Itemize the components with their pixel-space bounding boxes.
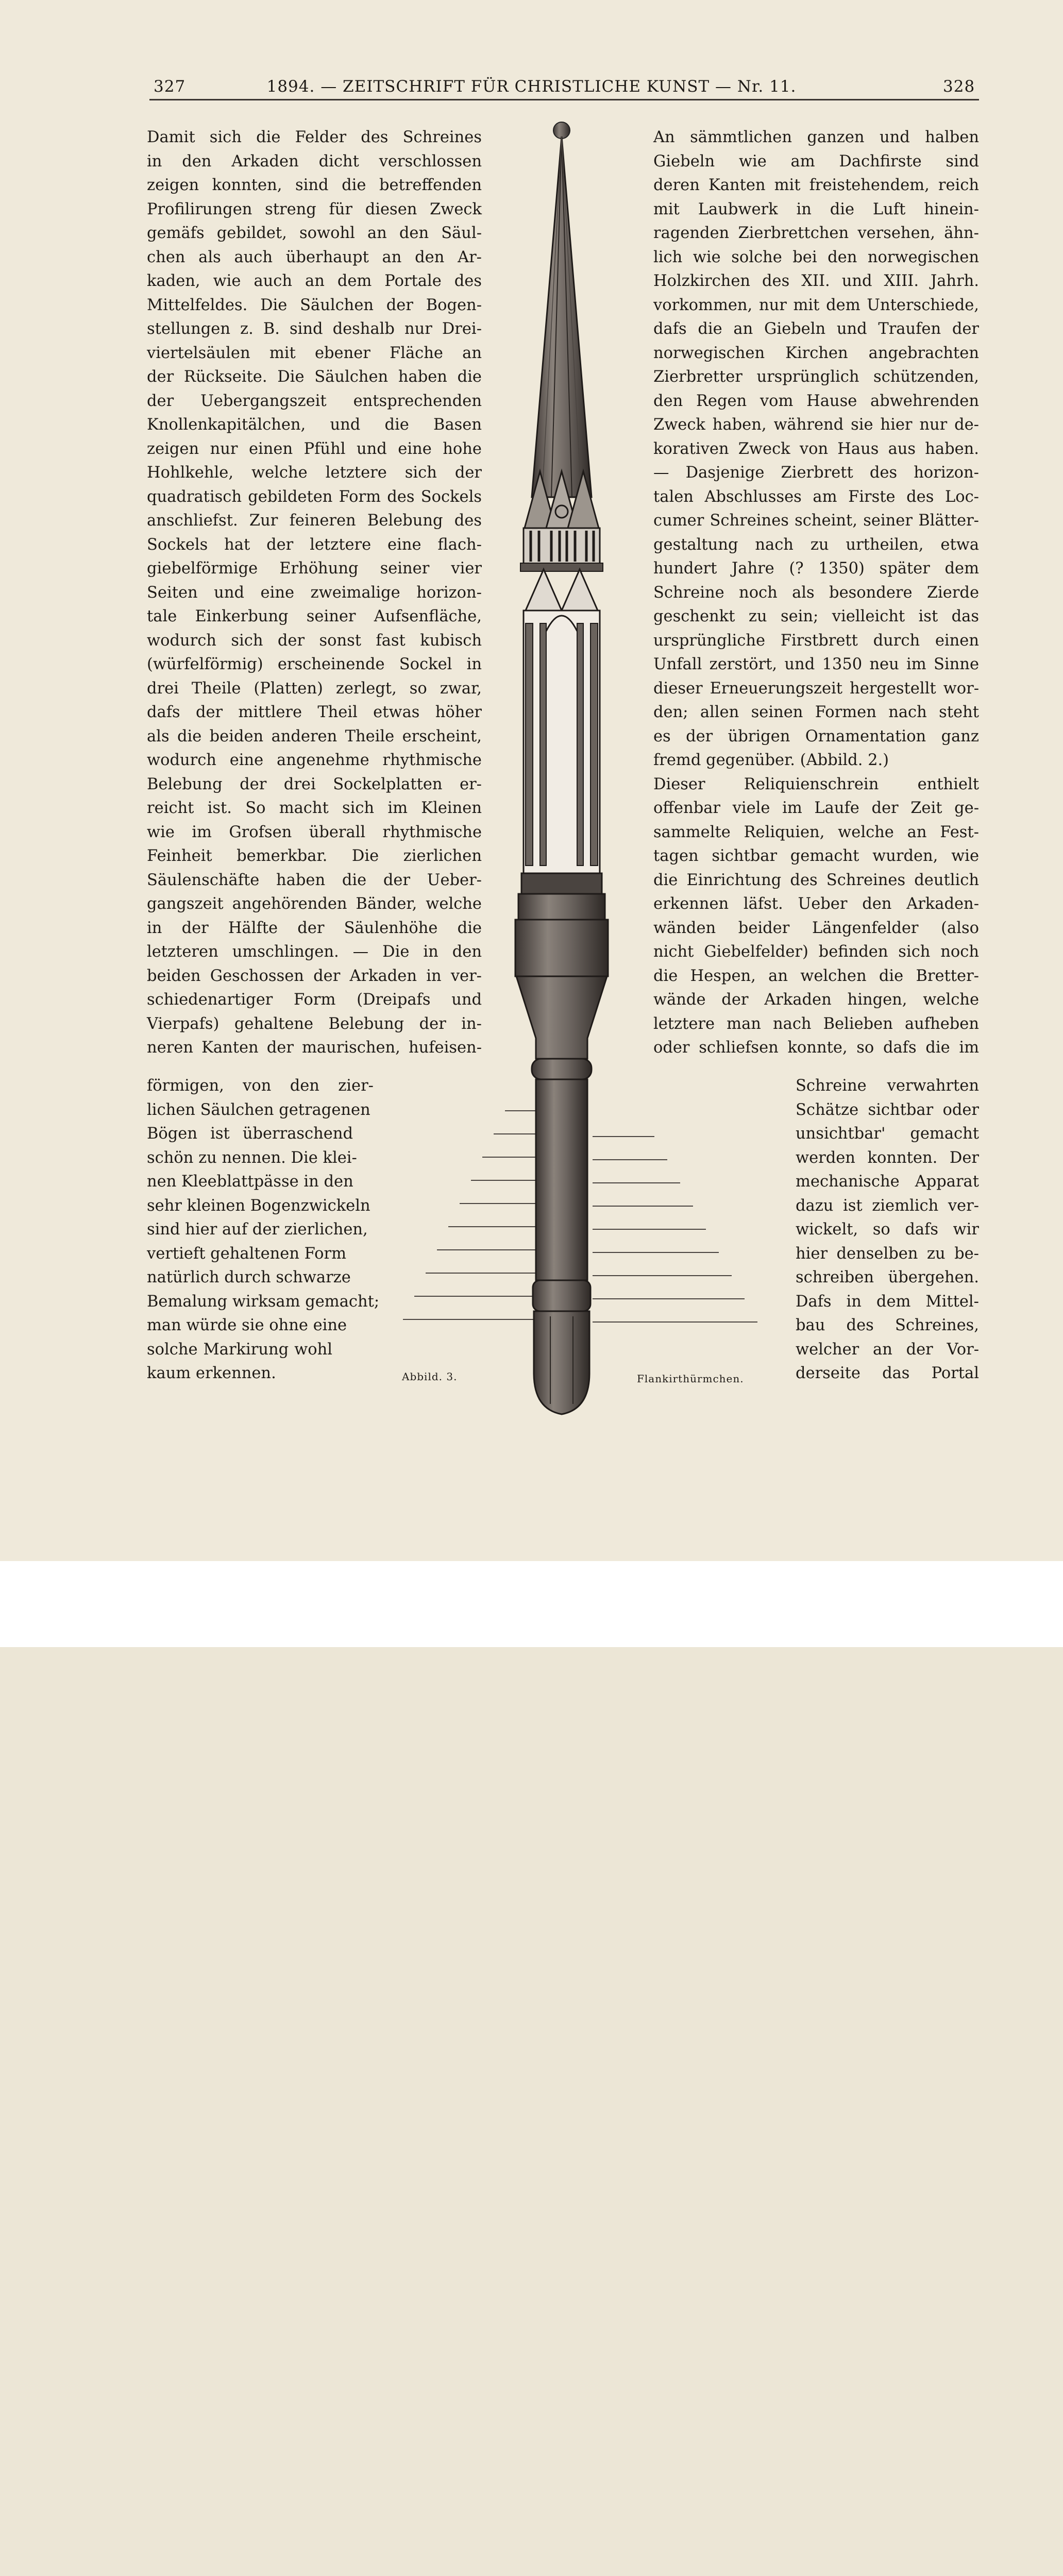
text-line: wänden beider Längenfelder (also — [653, 919, 979, 937]
text-line: Säulenschäfte haben die der Ueber- — [147, 871, 482, 889]
text-line: kaum erkennen. — [147, 1364, 276, 1382]
text-line: förmigen, von den zier- — [147, 1077, 374, 1095]
text-line: letztere man nach Belieben aufheben — [653, 1014, 979, 1033]
right-column — [653, 126, 979, 1060]
text-line: Schreine verwahrten — [796, 1077, 979, 1095]
text-line: der Rückseite. Die Säulchen haben die — [147, 368, 482, 386]
text-line: vertieft gehaltenen Form — [147, 1244, 347, 1263]
text-line: — Dasjenige Zierbrett des horizon- — [653, 464, 979, 482]
turret-illustration — [484, 116, 639, 1419]
text-line: Knollenkapitälchen, und die Basen — [147, 416, 482, 434]
text-line: nen Kleeblattpässe in den — [147, 1173, 353, 1191]
text-line: in den Arkaden dicht verschlossen — [147, 152, 482, 171]
text-line: dafs der mittlere Theil etwas höher — [147, 703, 482, 721]
text-line: tale Einkerbung seiner Aufsenfläche, — [147, 607, 482, 625]
left-column-narrow — [147, 1074, 380, 1386]
text-line: hundert Jahre (? 1350) später dem — [653, 560, 979, 578]
text-line: Belebung der drei Sockelplatten er- — [147, 775, 482, 793]
text-line: Unfall zerstört, und 1350 neu im Sinne — [653, 655, 979, 673]
text-line: gangszeit angehörenden Bänder, welche — [147, 895, 482, 913]
text-line: vorkommen, nur mit dem Unterschiede, — [653, 296, 979, 314]
text-line: chen als auch überhaupt an den Ar- — [147, 248, 482, 266]
text-line: in der Hälfte der Säulenhöhe die — [147, 919, 482, 937]
text-line: oder schliefsen konnte, so dafs die im — [653, 1039, 979, 1057]
text-line: natürlich durch schwarze — [147, 1268, 351, 1286]
text-line: viertelsäulen mit ebener Fläche an — [147, 344, 482, 362]
text-line: Dafs in dem Mittel- — [796, 1292, 979, 1311]
text-line: sind hier auf der zierlichen, — [147, 1221, 368, 1239]
text-line: wickelt, so dafs wir — [796, 1221, 979, 1239]
text-line: deren Kanten mit freistehendem, reich — [653, 176, 979, 194]
text-line: die Einrichtung des Schreines deutlich — [653, 871, 979, 889]
text-line: reicht ist. So macht sich im Kleinen — [147, 799, 482, 817]
text-line: Vierpafs) gehaltene Belebung der in- — [147, 1014, 482, 1033]
text-line: geschenkt zu sein; vielleicht ist das — [653, 607, 979, 625]
text-line: erkennen läfst. Ueber den Arkaden- — [653, 895, 979, 913]
text-line: korativen Zweck von Haus aus haben. — [653, 439, 979, 458]
text-line: bau des Schreines, — [796, 1316, 979, 1334]
text-line: Sockels hat der letztere eine flach- — [147, 535, 482, 554]
text-line: zeigen nur einen Pfühl und eine hohe — [147, 439, 482, 458]
text-line: unsichtbar' gemacht — [796, 1125, 979, 1143]
text-line: (würfelförmig) erscheinende Sockel in — [147, 655, 482, 673]
right-column-narrow — [796, 1074, 979, 1386]
text-line: offenbar viele im Laufe der Zeit ge- — [653, 799, 979, 817]
text-line: anschliefst. Zur feineren Belebung des — [147, 512, 482, 530]
text-line: fremd gegenüber. (Abbild. 2.) — [653, 751, 889, 769]
text-line: lich wie solche bei den norwegischen — [653, 248, 979, 266]
text-line: Mittelfeldes. Die Säulchen der Bogen- — [147, 296, 482, 314]
text-line: Schätze sichtbar oder — [796, 1100, 979, 1119]
text-line: neren Kanten der maurischen, hufeisen- — [147, 1039, 482, 1057]
text-line: letzteren umschlingen. — Die in den — [147, 943, 482, 961]
text-line: nicht Giebelfelder) befinden sich noch — [653, 943, 979, 961]
text-line: Profilirungen streng für diesen Zweck — [147, 200, 482, 218]
text-line: Giebeln wie am Dachfirste sind — [653, 152, 979, 171]
text-line: kaden, wie auch an dem Portale des — [147, 272, 482, 290]
figure-caption-title: Flankirthürmchen. — [637, 1372, 744, 1385]
text-line: mit Laubwerk in die Luft hinein- — [653, 200, 979, 218]
text-line: den Regen vom Hause abwehrenden — [653, 392, 979, 410]
text-line: Hohlkehle, welche letztere sich der — [147, 464, 482, 482]
text-line: welcher an der Vor- — [796, 1340, 979, 1359]
text-line: gemäfs gebildet, sowohl an den Säul- — [147, 224, 482, 242]
page-number-right: 328 — [943, 77, 975, 96]
text-line: ursprüngliche Firstbrett durch einen — [653, 631, 979, 650]
text-line: werden konnten. Der — [796, 1148, 979, 1167]
text-line: wodurch eine angenehme rhythmische — [147, 751, 482, 769]
text-line: Feinheit bemerkbar. Die zierlichen — [147, 847, 482, 865]
left-column — [147, 126, 482, 1060]
text-line: Bögen ist überraschend — [147, 1125, 353, 1143]
text-line: die Hespen, an welchen die Bretter- — [653, 967, 979, 985]
text-line: giebelförmige Erhöhung seiner vier — [147, 560, 482, 578]
text-line: talen Abschlusses am Firste des Loc- — [653, 487, 979, 506]
text-line: ragenden Zierbrettchen versehen, ähn- — [653, 224, 979, 242]
text-line: quadratisch gebildeten Form des Sockels — [147, 487, 482, 506]
text-line: Schreine noch als besondere Zierde — [653, 583, 979, 602]
text-line: beiden Geschossen der Arkaden in ver- — [147, 967, 482, 985]
text-line: derseite das Portal — [796, 1364, 979, 1382]
figure-caption-number: Abbild. 3. — [402, 1370, 458, 1383]
text-line: sammelte Reliquien, welche an Fest- — [653, 823, 979, 841]
footer-bar — [0, 1561, 1063, 1647]
text-line: dafs die an Giebeln und Traufen der — [653, 320, 979, 338]
text-line: Seiten und eine zweimalige horizon- — [147, 583, 482, 602]
text-line: als die beiden anderen Theile erscheint, — [147, 727, 482, 745]
text-line: man würde sie ohne eine — [147, 1316, 347, 1334]
text-line: hier denselben zu be- — [796, 1244, 979, 1263]
text-line: tagen sichtbar gemacht wurden, wie — [653, 847, 979, 865]
text-line: der Uebergangszeit entsprechenden — [147, 392, 482, 410]
text-line: solche Markirung wohl — [147, 1340, 332, 1359]
text-line: sehr kleinen Bogenzwickeln — [147, 1196, 370, 1215]
text-line: Holzkirchen des XII. und XIII. Jahrh. — [653, 272, 979, 290]
text-line: dieser Erneuerungszeit hergestellt wor- — [653, 679, 979, 698]
header-rule — [149, 99, 979, 100]
text-line: gestaltung nach zu urtheilen, etwa — [653, 535, 979, 554]
text-line: mechanische Apparat — [796, 1173, 979, 1191]
text-line: norwegischen Kirchen angebrachten — [653, 344, 979, 362]
page-number-left: 327 — [154, 77, 186, 96]
text-line: Zierbretter ursprünglich schützenden, — [653, 368, 979, 386]
text-line: wodurch sich der sonst fast kubisch — [147, 631, 482, 650]
text-line: wände der Arkaden hingen, welche — [653, 991, 979, 1009]
text-line: den; allen seinen Formen nach steht — [653, 703, 979, 721]
running-title: 1894. — ZEITSCHRIFT FÜR CHRISTLICHE KUNST — Nr. 11. — [266, 77, 797, 96]
text-line: zeigen konnten, sind die betreffenden — [147, 176, 482, 194]
text-line: schreiben übergehen. — [796, 1268, 979, 1286]
text-line: lichen Säulchen getragenen — [147, 1100, 370, 1119]
text-line: wie im Grofsen überall rhythmische — [147, 823, 482, 841]
text-line: Dieser Reliquienschrein enthielt — [653, 775, 979, 793]
text-line: schön zu nennen. Die klei- — [147, 1148, 357, 1167]
text-line: dazu ist ziemlich ver- — [796, 1196, 979, 1215]
text-line: An sämmtlichen ganzen und halben — [653, 128, 979, 146]
text-line: drei Theile (Platten) zerlegt, so zwar, — [147, 679, 482, 698]
text-line: Zweck haben, während sie hier nur de- — [653, 416, 979, 434]
text-line: schiedenartiger Form (Dreipafs und — [147, 991, 482, 1009]
text-line: es der übrigen Ornamentation ganz — [653, 727, 979, 745]
text-line: Bemalung wirksam gemacht; — [147, 1292, 380, 1311]
text-line: stellungen z. B. sind deshalb nur Drei- — [147, 320, 482, 338]
text-line: cumer Schreines scheint, seiner Blätter- — [653, 512, 979, 530]
text-line: Damit sich die Felder des Schreines — [147, 128, 482, 146]
